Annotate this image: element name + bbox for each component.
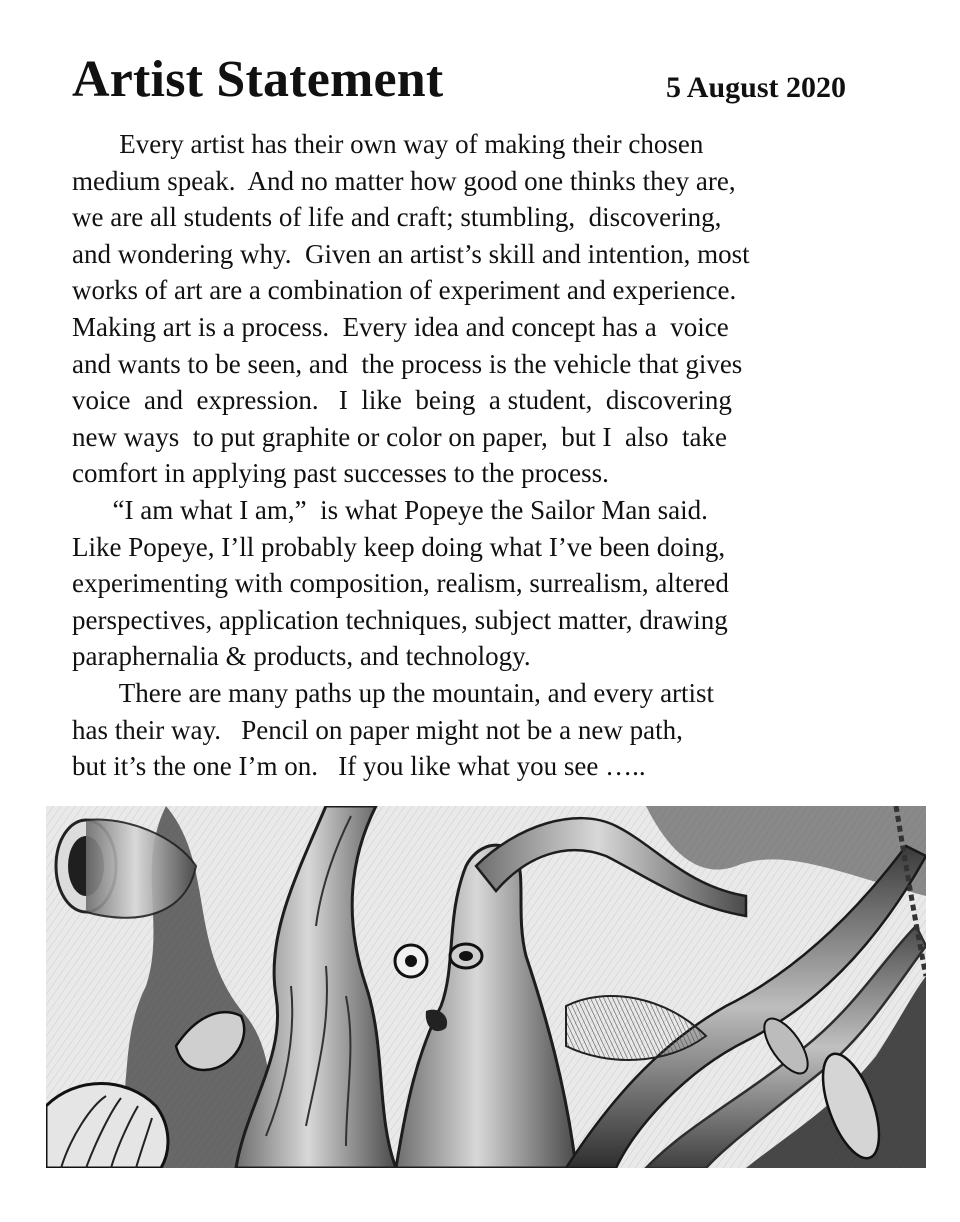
page-title: Artist Statement — [72, 51, 444, 108]
statement-line: works of art are a combination of experiment and experience. — [72, 275, 737, 306]
statement-line: and wondering why. Given an artist’s skill and intention, most — [72, 238, 750, 269]
statement-line: medium speak. And no matter how good one thinks they are, — [72, 165, 736, 196]
statement-line: voice and expression. I like being a student, discovering — [72, 385, 732, 416]
statement-line: comfort in applying past successes to the process. — [72, 458, 609, 489]
statement-line: Every artist has their own way of making their chosen — [72, 129, 704, 159]
statement-body — [72, 126, 872, 785]
statement-line: new ways to put graphite or color on paper, but I also take — [72, 421, 727, 452]
driftwood-drawing-icon — [46, 806, 926, 1168]
statement-line: Like Popeye, I’ll probably keep doing what I’ve been doing, — [72, 531, 726, 562]
statement-line: paraphernalia & products, and technology. — [72, 641, 531, 672]
statement-date: 5 August 2020 — [665, 71, 846, 104]
header — [72, 48, 852, 118]
statement-line: we are all students of life and craft; stumbling, discovering, — [72, 202, 722, 233]
statement-line: but it’s the one I’m on. If you like what you see ….. — [72, 751, 646, 782]
graphite-drawing-illustration — [46, 806, 926, 1168]
statement-line: Making art is a process. Every idea and concept has a voice — [72, 311, 729, 342]
statement-line: has their way. Pencil on paper might not be a new path, — [72, 714, 683, 745]
statement-line: and wants to be seen, and the process is the vehicle that gives — [72, 348, 743, 379]
statement-line: experimenting with composition, realism, surrealism, altered — [72, 568, 729, 599]
statement-line: perspectives, application techniques, subject matter, drawing — [72, 604, 728, 635]
statement-line: “I am what I am,” is what Popeye the Sailor Man said. — [72, 494, 708, 525]
statement-line: There are many paths up the mountain, and every artist — [72, 677, 715, 708]
